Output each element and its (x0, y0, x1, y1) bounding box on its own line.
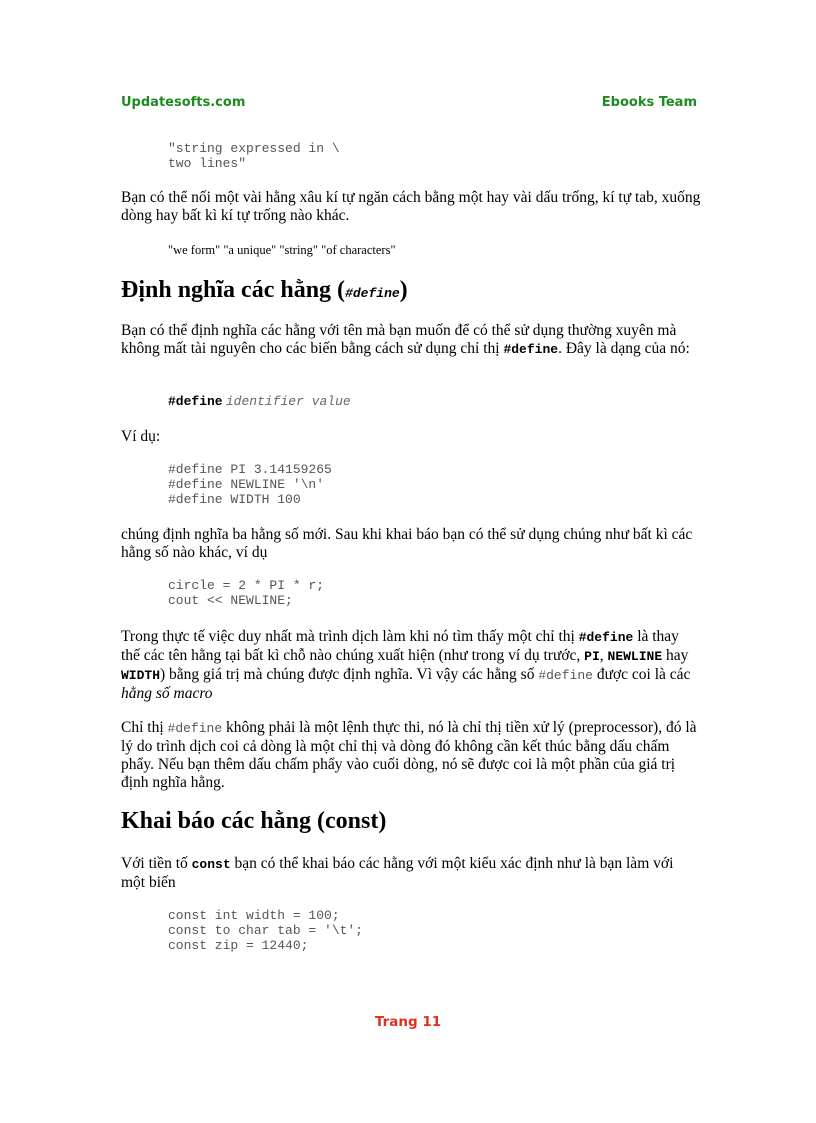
code-line: "string expressed in \ (168, 141, 340, 156)
define-syntax: #define identifier value (168, 394, 351, 409)
code-line: #define NEWLINE '\n' (168, 477, 325, 492)
code-line: const zip = 12440; (168, 938, 309, 953)
paragraph: Chỉ thị #define không phải là một lệnh thực thi, nó là chỉ thị tiền xử lý (preprocessor), đó là lý do trình dịch coi cả dòng là một chỉ thị và dòng đó không cần kết thúc bằng dấu chấm phẩy. Nếu bạn thêm dấu chấm phẩy vào cuối dòng, nó sẽ được coi là một phần của giá trị định nghĩa hằng. (121, 719, 697, 791)
code-line: cout << NEWLINE; (168, 593, 293, 608)
code-block-define (168, 462, 332, 507)
code-block-const (168, 908, 363, 953)
code-line: #define PI 3.14159265 (168, 462, 332, 477)
paragraph: Với tiền tố const bạn có thể khai báo các hằng với một kiểu xác định như là bạn làm với một biến (121, 855, 674, 891)
paragraph: Bạn có thể nối một vài hằng xâu kí tự ngăn cách bằng một hay vài dấu trống, kí tự tab, xuống dòng hay bất kì kí tự trống nào khác. (121, 189, 701, 224)
paragraph: Trong thực tế việc duy nhất mà trình dịch làm khi nó tìm thấy một chỉ thị #define là thay thế các tên hằng tại bất kì chỗ nào chúng xuất hiện (như trong ví dụ trước, PI, NEWLINE hay WIDTH) bằng giá trị mà chúng được định nghĩa. Vì vậy các hằng số #define được coi là các hằng số macro (121, 628, 691, 702)
example-strings: "we form" "a unique" "string" "of characters" (168, 243, 396, 257)
code-line: #define WIDTH 100 (168, 492, 301, 507)
header-team: Ebooks Team (601, 95, 697, 110)
code-line: const int width = 100; (168, 908, 340, 923)
page-number: Trang 11 (374, 1014, 442, 1030)
code-block-usage (168, 578, 324, 608)
section-heading-const: Khai báo các hằng (const) (121, 808, 387, 834)
paragraph: Bạn có thể định nghĩa các hằng với tên mà bạn muốn để có thể sử dụng thường xuyên mà không mất tài nguyên cho các biến bằng cách sử dụng chỉ thị #define. Đây là dạng của nó: (121, 322, 690, 357)
code-block-string (168, 141, 340, 171)
paragraph: chúng định nghĩa ba hằng số mới. Sau khi khai báo bạn có thể sử dụng chúng như bất kì các hằng số nào khác, ví dụ (121, 526, 693, 561)
header-site: Updatesofts.com (121, 95, 246, 110)
example-label: Ví dụ: (121, 428, 161, 445)
code-line: const to char tab = '\t'; (168, 923, 364, 938)
code-line: circle = 2 * PI * r; (168, 578, 325, 593)
code-line: two lines" (168, 156, 247, 171)
section-heading-define: Định nghĩa các hằng (#define) (121, 277, 408, 303)
